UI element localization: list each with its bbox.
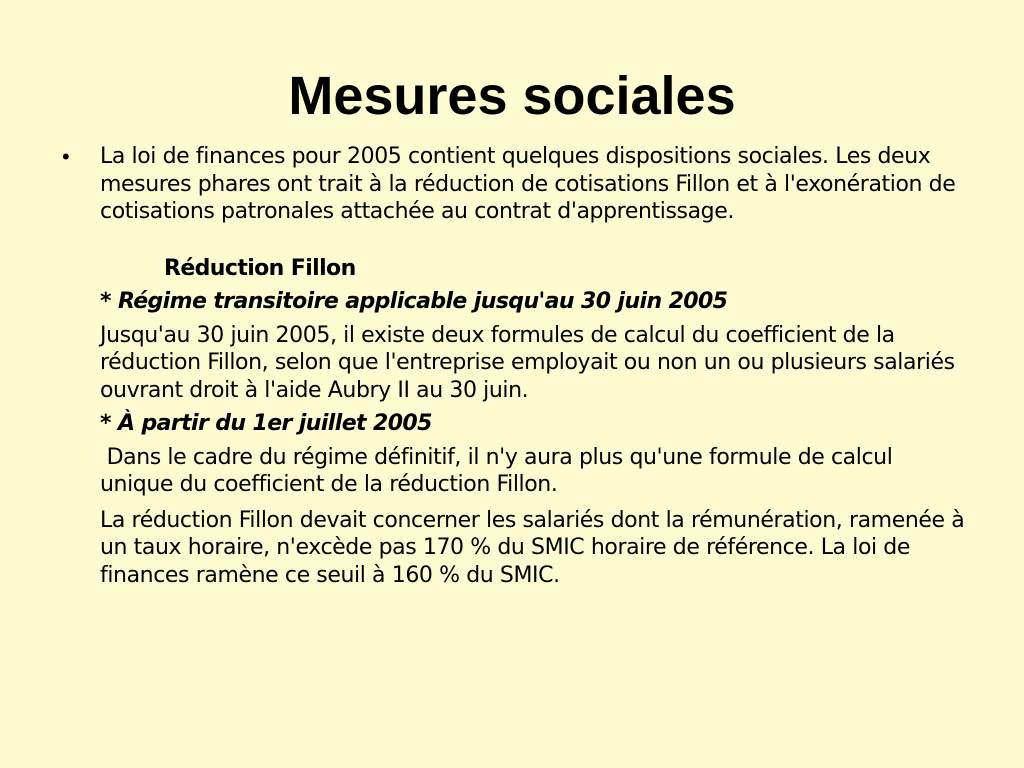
bullet-item bbox=[62, 143, 972, 589]
intro-paragraph: La loi de finances pour 2005 contient quelques dispositions sociales. Les deux mesures phares ont trait à la réduction de cotisations Fillon et à l'exonération de cotisations patronales attachée au contrat d'apprentissage. bbox=[100, 144, 956, 224]
regime-transitoire-paragraph: Jusqu'au 30 juin 2005, il existe deux formules de calcul du coefficient de la réduction Fillon, selon que l'entreprise employait ou non un ou plusieurs salariés ouvrant droit à l'aide Aubry II au 30 juin. bbox=[100, 322, 955, 403]
slide-body bbox=[62, 143, 972, 589]
bullet-content bbox=[100, 143, 972, 589]
bullet-icon: • bbox=[62, 144, 70, 169]
regime-transitoire-heading: * Régime transitoire applicable jusqu'au 30 juin 2005 bbox=[100, 289, 728, 314]
a-partir-paragraph: Dans le cadre du régime définitif, il n'y aura plus qu'une formule de calcul unique du coefficient de la réduction Fillon. bbox=[100, 444, 900, 497]
slide-title: Mesures sociales bbox=[288, 66, 736, 126]
section-subheading: Réduction Fillon bbox=[164, 255, 356, 281]
seuil-paragraph: La réduction Fillon devait concerner les salariés dont la rémunération, ramenée à un taux horaire, n'excède pas 170 % du SMIC horaire de référence. La loi de finances ramène ce seuil à 160 % du SMIC. bbox=[100, 507, 965, 588]
a-partir-heading: * À partir du 1er juillet 2005 bbox=[100, 411, 432, 436]
